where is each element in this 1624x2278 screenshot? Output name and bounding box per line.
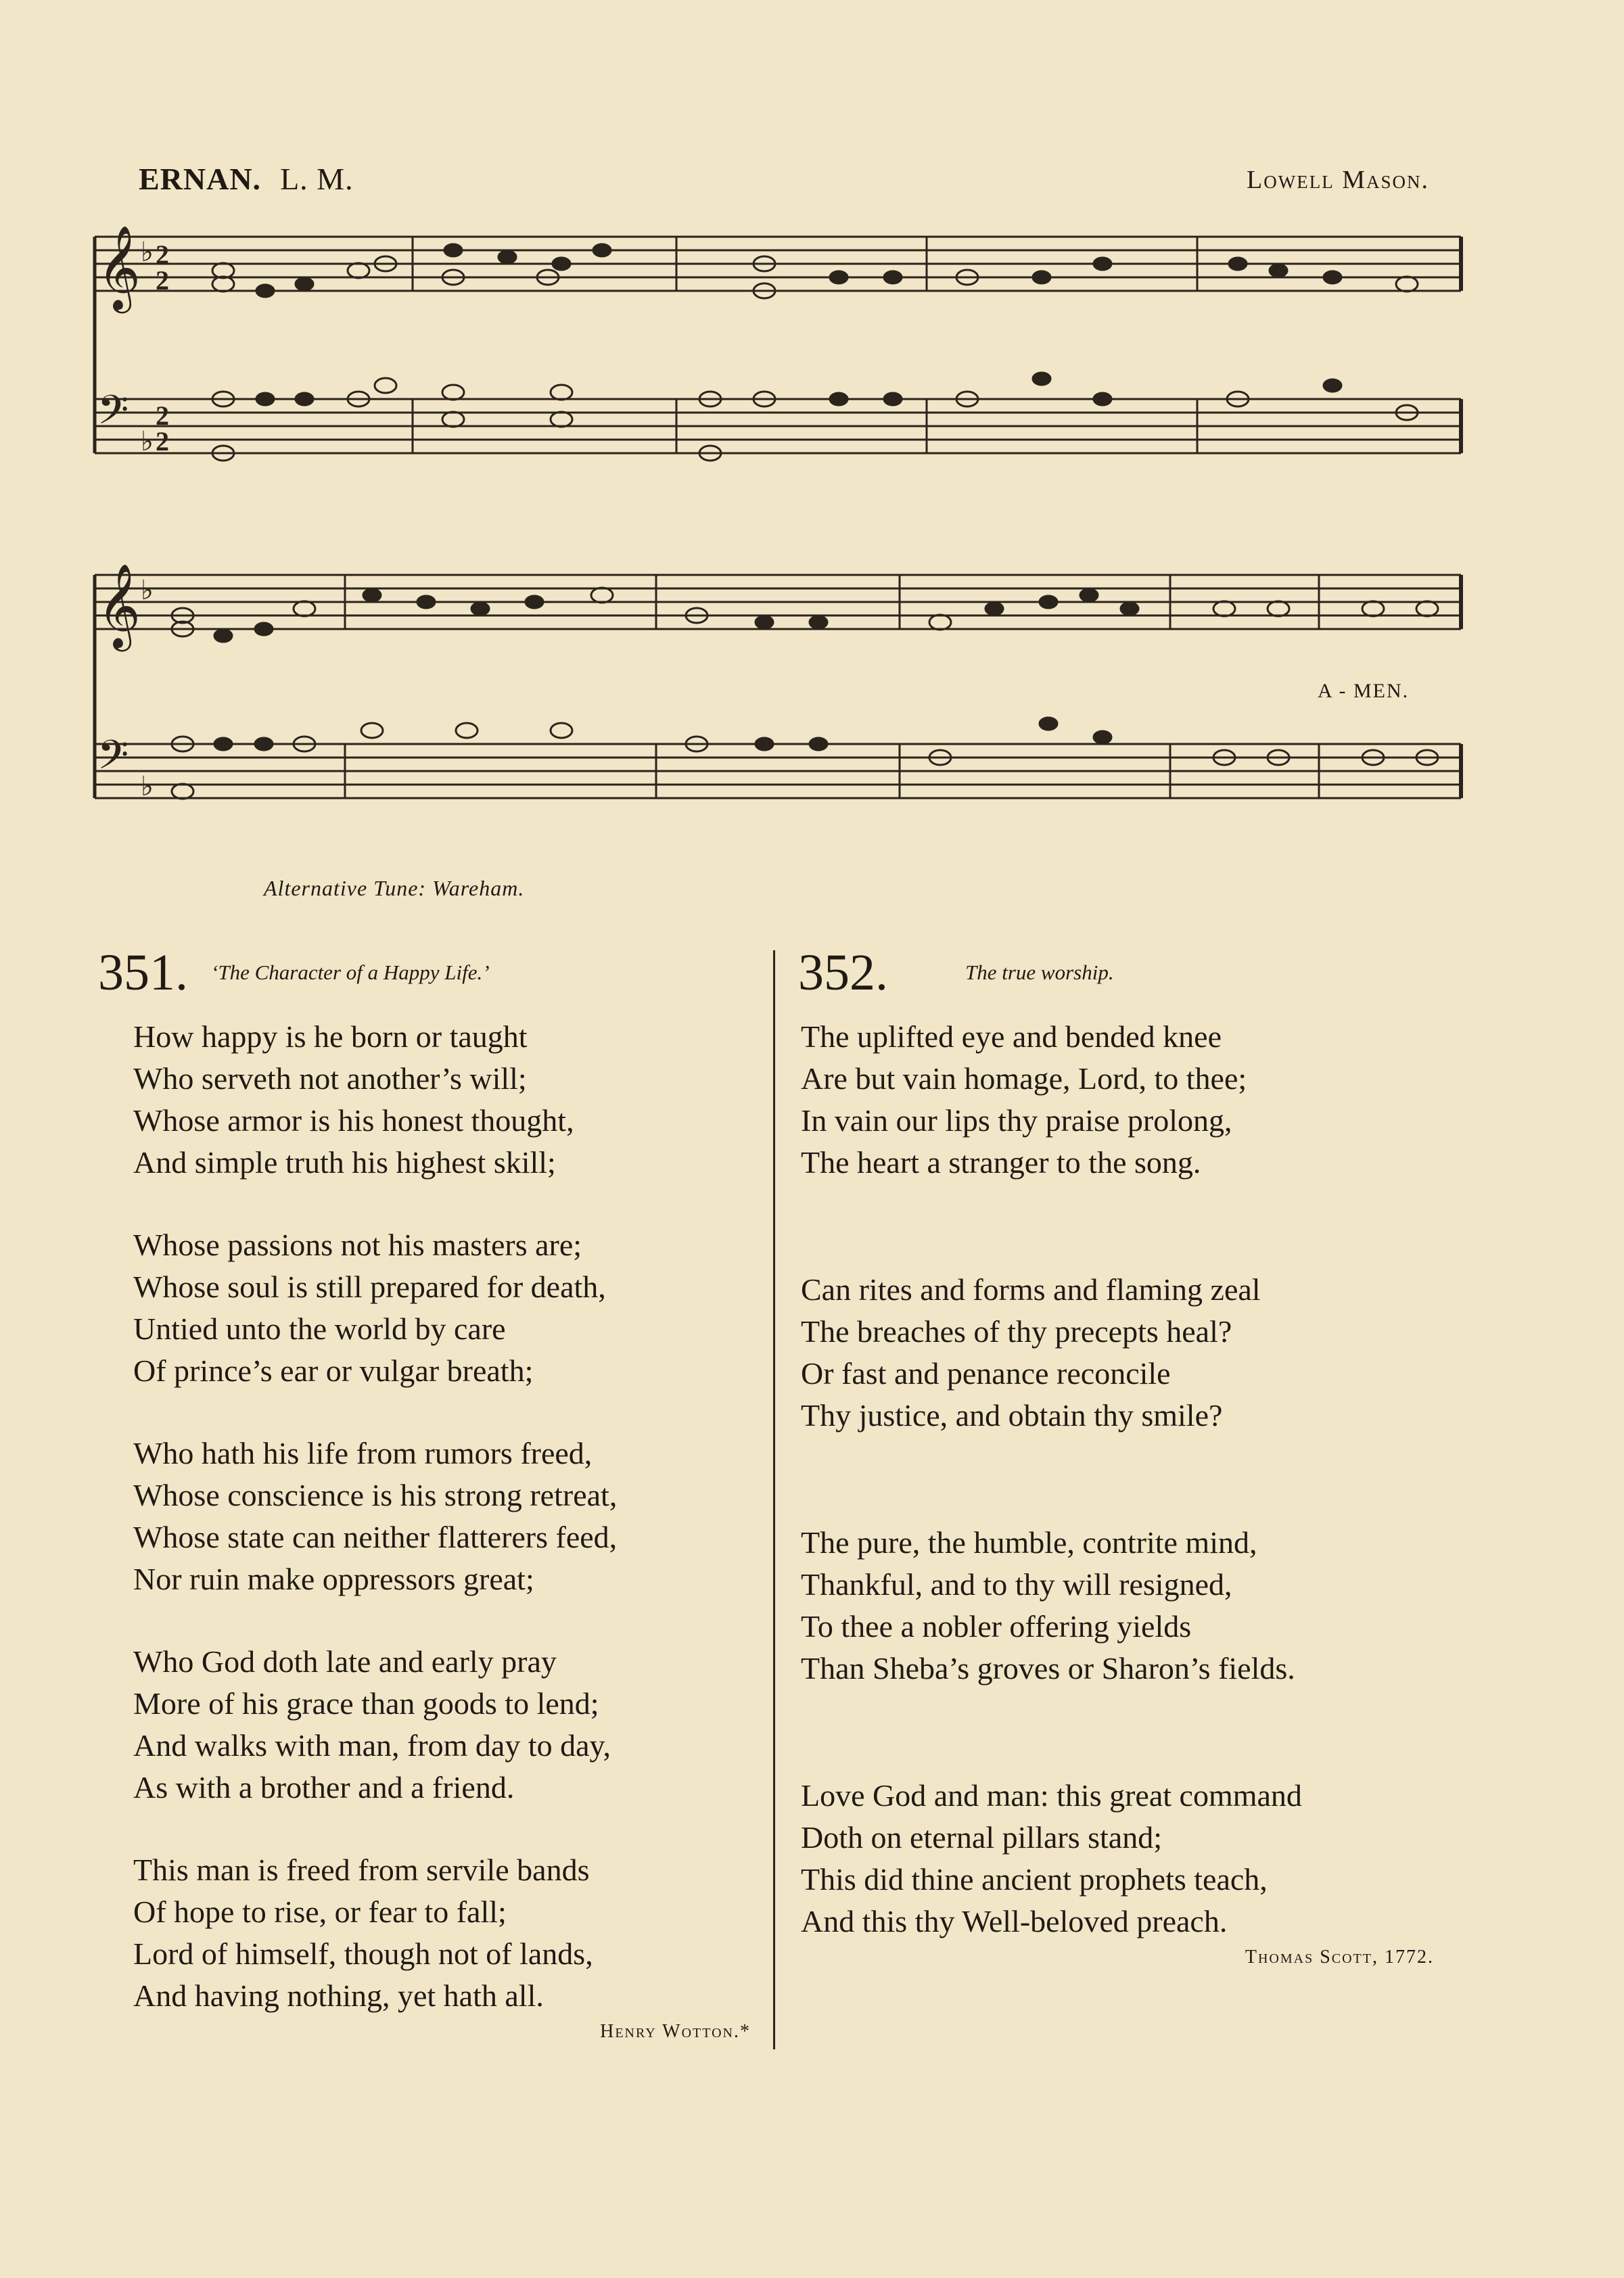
verse-line: Who hath his life from rumors freed, xyxy=(133,1436,593,1470)
verse-line: Whose soul is still prepared for death, xyxy=(133,1270,606,1304)
verse-line: Are but vain homage, Lord, to thee; xyxy=(801,1061,1247,1096)
verse-line: The heart a stranger to the song. xyxy=(801,1145,1201,1180)
verse-line: Who God doth late and early pray xyxy=(133,1644,557,1679)
hymn-title: ‘The Character of a Happy Life.’ xyxy=(211,960,490,984)
verse-line: This man is freed from servile bands xyxy=(133,1853,590,1887)
verse-line: And simple truth his highest skill; xyxy=(133,1145,556,1180)
time-signature-icon: 2 xyxy=(156,239,169,270)
verse-line: The pure, the humble, contrite mind, xyxy=(801,1525,1257,1560)
verse-line: Or fast and penance reconcile xyxy=(801,1356,1171,1391)
stanza xyxy=(801,1016,1461,1184)
tune-heading xyxy=(139,161,354,197)
bar-lines xyxy=(345,575,1319,798)
music-system-2 xyxy=(88,555,1468,839)
verse-line: Whose passions not his masters are; xyxy=(133,1228,582,1262)
hymn-number: 351. xyxy=(98,944,188,1001)
verse-line: Of hope to rise, or fear to fall; xyxy=(133,1895,507,1929)
tune-name: ERNAN. xyxy=(139,162,262,196)
bass-notes xyxy=(212,373,1418,461)
hymn-header xyxy=(798,944,1461,1001)
flat-key-icon: ♭ xyxy=(141,237,154,268)
alternative-tune-note: Alternative Tune: Wareham. xyxy=(264,876,525,900)
bass-clef-icon: 𝄢 xyxy=(97,386,129,443)
bar-lines xyxy=(413,237,1197,453)
treble-clef-icon: 𝄞 xyxy=(97,225,141,310)
hymn-author: Henry Wotton.* xyxy=(600,2021,751,2042)
bass-clef-icon: 𝄢 xyxy=(97,731,129,788)
verse-line: More of his grace than goods to lend; xyxy=(133,1686,599,1721)
verse-line: Whose state can neither flatterers feed, xyxy=(133,1520,618,1554)
verse-line: How happy is he born or taught xyxy=(133,1019,528,1054)
verse-line: Nor ruin make oppressors great; xyxy=(133,1562,534,1596)
stanza xyxy=(801,1269,1461,1437)
verse-line: In vain our lips thy praise prolong, xyxy=(801,1103,1232,1138)
verse-line: The uplifted eye and bended knee xyxy=(801,1019,1222,1054)
bass-staff xyxy=(95,399,1461,453)
flat-key-icon: ♭ xyxy=(141,575,154,606)
music-system-1 xyxy=(88,216,1468,480)
verse-line: Love God and man: this great command xyxy=(801,1778,1302,1813)
stanza xyxy=(133,1433,758,1600)
verse-line: Lord of himself, though not of lands, xyxy=(133,1936,593,1971)
stanza xyxy=(133,1849,758,2017)
flat-key-icon: ♭ xyxy=(141,426,154,457)
flat-key-icon: ♭ xyxy=(141,771,154,802)
stanza xyxy=(133,1224,758,1392)
verse-line: And walks with man, from day to day, xyxy=(133,1728,611,1763)
verse-line: Untied unto the world by care xyxy=(133,1311,506,1346)
stanza xyxy=(133,1016,758,1184)
verse-line: Whose armor is his honest thought, xyxy=(133,1103,574,1138)
verse-line: Can rites and forms and flaming zeal xyxy=(801,1272,1261,1307)
verse-line: Doth on eternal pillars stand; xyxy=(801,1820,1162,1855)
time-signature-icon: 2 xyxy=(156,400,169,431)
hymn-351 xyxy=(98,944,758,2043)
verse-line: The breaches of thy precepts heal? xyxy=(801,1314,1232,1349)
time-signature-icon: 2 xyxy=(156,426,169,457)
hymn-number: 352. xyxy=(798,944,888,1001)
time-signature-icon: 2 xyxy=(156,265,169,296)
hymn-title: The true worship. xyxy=(965,960,1114,984)
column-divider xyxy=(773,950,775,2049)
stanza xyxy=(133,1641,758,1809)
treble-clef-icon: 𝄞 xyxy=(97,563,141,648)
verse-line: Whose conscience is his strong retreat, xyxy=(133,1478,618,1512)
amen-lyric: A - MEN. xyxy=(1318,680,1410,702)
verse-line: Thankful, and to thy will resigned, xyxy=(801,1567,1232,1602)
verse-line: And having nothing, yet hath all. xyxy=(133,1978,544,2013)
stanza xyxy=(801,1775,1461,1943)
tune-meter: L. M. xyxy=(280,162,354,196)
verse-line: And this thy Well-beloved preach. xyxy=(801,1904,1228,1938)
verse-line: Than Sheba’s groves or Sharon’s fields. xyxy=(801,1651,1295,1686)
verse-line: Who serveth not another’s will; xyxy=(133,1061,527,1096)
verse-line: As with a brother and a friend. xyxy=(133,1770,515,1805)
stanza xyxy=(801,1522,1461,1690)
hymn-352 xyxy=(798,944,1461,1968)
hymn-author: Thomas Scott, 1772. xyxy=(1245,1947,1434,1968)
verse-line: This did thine ancient prophets teach, xyxy=(801,1862,1268,1897)
verse-line: To thee a nobler offering yields xyxy=(801,1609,1192,1644)
bass-staff xyxy=(95,744,1461,798)
verse-line: Thy justice, and obtain thy smile? xyxy=(801,1398,1223,1433)
composer-credit: Lowell Mason. xyxy=(1247,166,1429,194)
verse-line: Of prince’s ear or vulgar breath; xyxy=(133,1353,534,1388)
hymn-header xyxy=(98,944,758,1001)
